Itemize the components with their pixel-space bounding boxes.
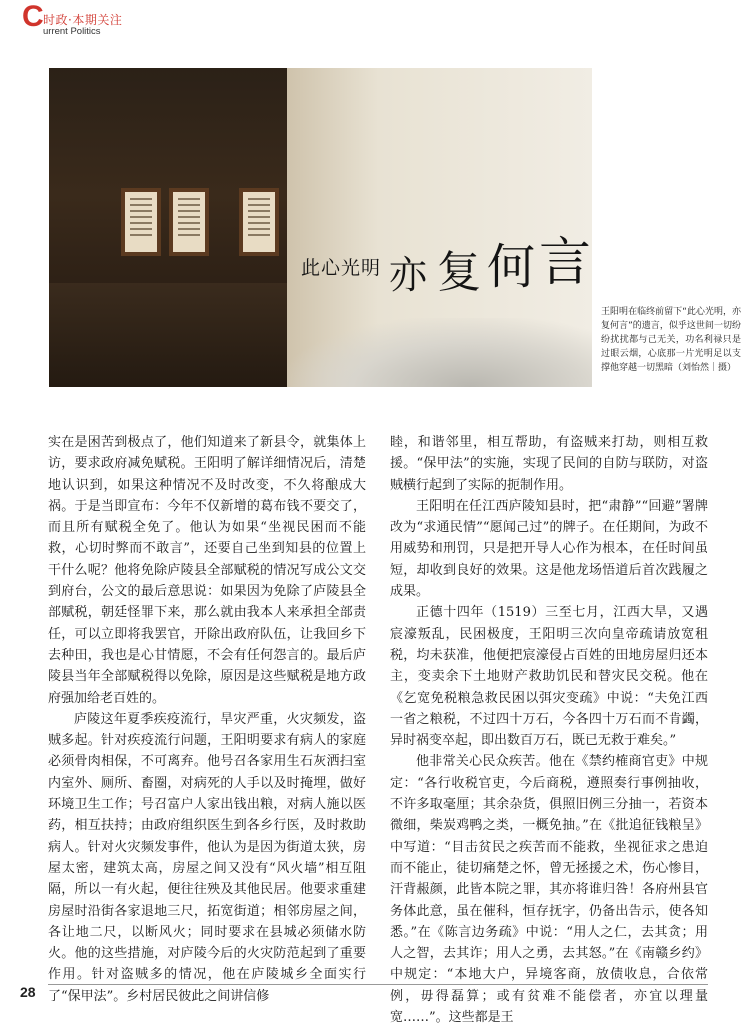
page-number: 28 xyxy=(20,984,36,1000)
paragraph: 庐陵这年夏季疾疫流行，旱灾严重，火灾频发，盗贼多起。针对疾疫流行问题，王阳明要求有病人的家庭必须骨肉相保，不可离弃。他号召各家用生石灰洒扫室内室外、厕所、畜圈，对病死的人手以及时掩埋，做好环境卫生工作；号召富户人家出钱出粮，对病人施以医药，相互扶持；由政府组织医生到各乡行医，及时救助病人。针对火灾频发事件，他认为是因为街道太狭，房屋太密，建筑太高，房屋之间又没有“风火墙”相互阻隔，所以一有火起，便往往殃及其他民居。他要求重建房屋时沿街各家退地三尺，拓宽街道；相邻房屋之间，各让地二尺，以断风火；同时要求在县城必须储水防火。他的这些措施，对庐陵今后的火灾防范起到了重要作用。针对盗贼多的情况，他在庐陵城乡全面实行了“保甲法”。乡村居民彼此之间讲信修 xyxy=(48,711,366,1004)
section-logo-letter: C xyxy=(22,0,44,33)
calligraphy-char: 亦 xyxy=(389,253,428,297)
right-column xyxy=(390,432,708,1028)
exhibition-photo xyxy=(49,68,592,387)
section-title-cn: 时政·本期关注 xyxy=(43,13,123,27)
paragraph: 实在是困苦到极点了，他们知道来了新县令，就集体上访，要求政府减免赋税。王阳明了解详细情况后，清楚地认识到，如果这种情况不及时改变，不久将酿成大祸。于是当即宣布：今年不仅新增的葛布钱不要交了，而且所有赋税全免了。他认为如果“坐视民困而不能救，心切时弊而不敢言”，还要自己坐到知县的位置上干什么呢？他将免除庐陵县全部赋税的情况写成公文交到府台，公文的最后意思说：如果因为免除了庐陵县全部赋税，朝廷怪罪下来，那么就由我本人来承担全部责任，可以立即将我罢官，开除出政府队伍，让我回乡下去种田，我也是心甘情愿，不会有任何怨言的。最后庐陵县当年全部赋税得以免除，原因是这些赋税是地方政府强加给老百姓的。 xyxy=(48,435,366,706)
paragraph: 正德十四年（1519）三至七月，江西大旱，又遇宸濠叛乱，民困极度，王阳明三次向皇帝疏请放宽租税，均未获准，他便把宸濠侵占百姓的田地房屋归还本主，变卖余下土地财产救助饥民和替灾民交税。他在《乞宽免税粮急救民困以弭灾变疏》中说：“夫免江西一省之粮税，不过四十万石，今各四十万石而不肯蠲，异时祸变卒起，即出数百万石，既已无救于难矣。” xyxy=(390,605,708,749)
calligraphy-char: 复 xyxy=(437,247,481,298)
paragraph: 他非常关心民众疾苦。他在《禁约榷商官吏》中规定：“各行收税官吏，今后商税，遵照奏行事例抽收，不许多取毫厘；其余杂货，俱照旧例三分抽一，若资本微细，柴炭鸡鸭之类，一概免抽。”在《批追征钱粮呈》中写道：“目击贫民之疾苦而不能救，坐视征求之患迫而不能止，徒切痛楚之怀，曾无拯援之术，伤心惨目，汗背赧颜，此皆本院之罪，其亦将谁归咎！各府州县官务体此意，虽在催科，恒存抚字，仍备出告示，使各知悉。”在《陈言边务疏》中说：“用人之仁，去其贪；用人之智，去其诈；用人之勇，去其怒。”在《南赣乡约》中规定：“本地大户，异境客商，放债收息，合依常例，毋得磊算；或有贫难不能偿者，亦宜以理量宽……”。这些都是王 xyxy=(390,754,708,1026)
calligraphy-char: 言 xyxy=(539,233,592,293)
section-title-en: urrent Politics xyxy=(43,26,101,37)
photo-framed-scroll xyxy=(121,188,161,256)
photo-framed-scroll xyxy=(169,188,209,256)
calligraphy-char: 何 xyxy=(487,239,536,295)
photo-ink-mountains xyxy=(287,318,592,387)
left-column xyxy=(48,432,366,1007)
paragraph: 睦，和谐邻里，相互帮助，有盗贼来打劫，则相互救援。“保甲法”的实施，实现了民间的自防与联防，对盗贼横行起到了实际的扼制作用。 xyxy=(390,435,708,493)
footer-rule xyxy=(48,984,708,985)
calligraphy-small: 此心光明 xyxy=(301,257,382,279)
photo-framed-scroll xyxy=(239,188,279,256)
paragraph: 王阳明在任江西庐陵知县时，把“肃静”“回避”署牌改为“求通民情”“愿闻己过”的牌子。在任期间，为政不用威势和刑罚，只是把开导人心作为根本，在任时间虽短，却收到良好的效果。这是他龙场悟道后首次践履之成果。 xyxy=(390,498,708,600)
calligraphy-inscription xyxy=(301,218,591,308)
photo-caption: 王阳明在临终前留下“此心光明，亦复何言”的遗言，似乎这世间一切纷纷扰扰都与己无关，功名利禄只是过眼云烟，心底那一片光明足以支撑他穿越一切黑暗（刘怡然｜摄） xyxy=(601,307,741,373)
